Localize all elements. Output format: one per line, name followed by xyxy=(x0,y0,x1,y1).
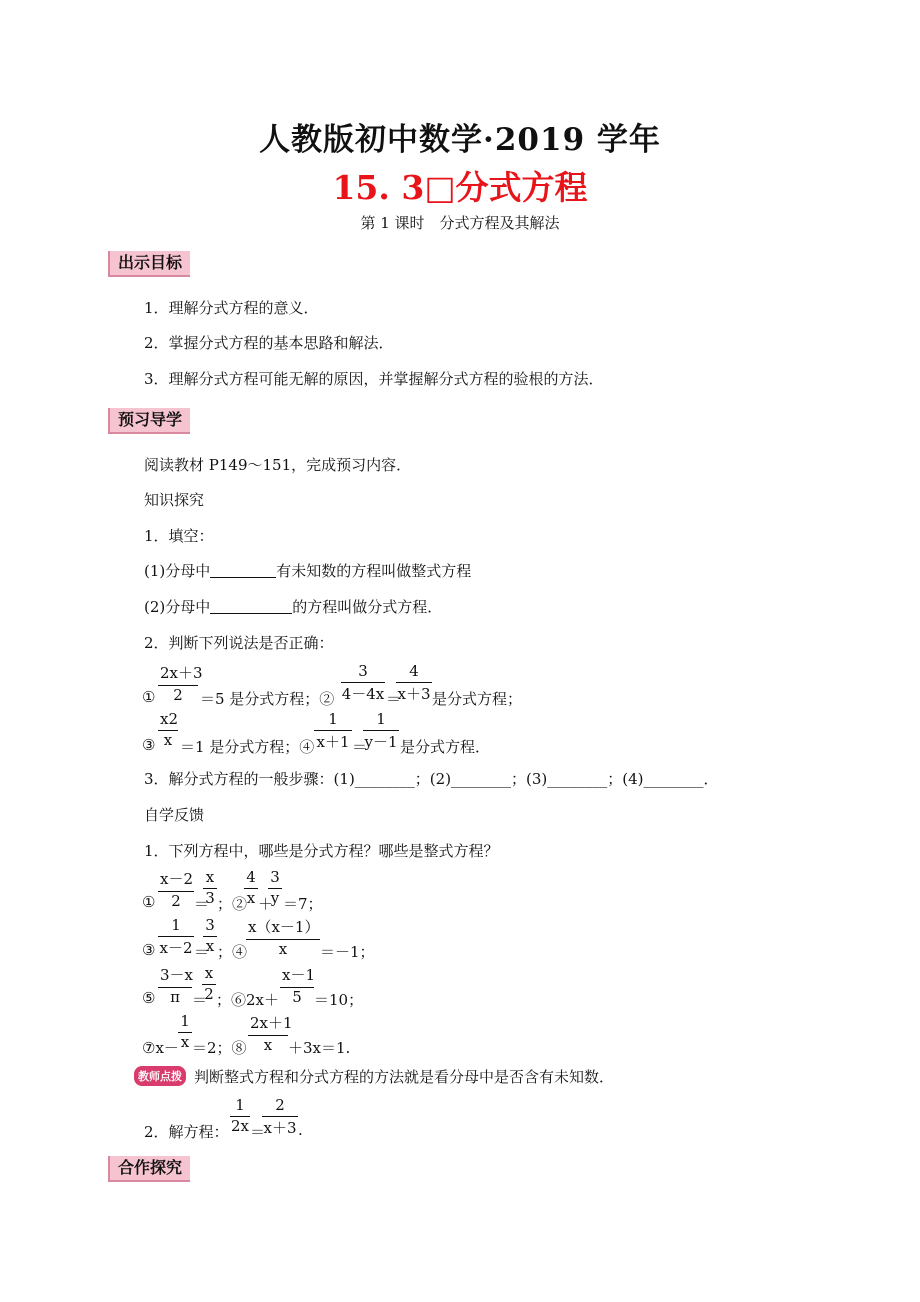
q2-text: ＝1 是分式方程；④ xyxy=(180,738,315,756)
q2-text: ＝5 是分式方程；② xyxy=(200,690,335,708)
question-3: 3．解分式方程的一般步骤：(1)________；(2)________；(3)________；(4)________． xyxy=(144,770,719,788)
q2-text: 是分式方程． xyxy=(400,738,491,756)
fraction xyxy=(268,868,282,907)
fraction-numerator: x2 xyxy=(158,710,178,731)
section-cooperate-label: 合作探究 xyxy=(108,1156,190,1182)
question-1-2-suffix: 的方程叫做分式方程． xyxy=(292,598,443,616)
fraction-denominator: 2 xyxy=(204,985,214,1003)
fraction xyxy=(158,868,194,910)
q2-mark-3: ③ xyxy=(142,736,156,754)
fraction xyxy=(246,916,320,958)
question-1-1 xyxy=(144,560,471,581)
f1-equals: ＝ xyxy=(192,991,208,1009)
q2-text: 是分式方程； xyxy=(432,690,523,708)
fraction-denominator: x xyxy=(246,889,256,907)
feedback-heading: 自学反馈 xyxy=(144,806,205,824)
f2-period: . xyxy=(298,1121,303,1139)
fraction-numerator: 1 xyxy=(314,710,352,731)
goal-item: 2．掌握分式方程的基本思路和解法． xyxy=(144,334,394,352)
fraction-numerator: 1 xyxy=(178,1012,192,1033)
document-title: 人教版初中数学·2019 学年 xyxy=(259,122,661,158)
fraction-denominator: x xyxy=(163,731,173,749)
q2-mark-1: ① xyxy=(142,688,156,706)
f1-mark: ⑤ xyxy=(142,989,156,1007)
fraction-numerator: 4 xyxy=(244,868,258,889)
fraction-denominator: x＋3 xyxy=(397,685,431,703)
preview-read: 阅读教材 P149～151，完成预习内容． xyxy=(144,456,412,474)
fraction-numerator: 1 xyxy=(158,916,194,937)
q2-equals: ＝ xyxy=(386,690,402,708)
fraction xyxy=(230,1096,250,1135)
f1-text: ＝10； xyxy=(314,991,364,1009)
chapter-title: 15. 3□分式方程 xyxy=(332,168,588,207)
fraction-numerator: 2 xyxy=(262,1096,298,1117)
fraction xyxy=(314,710,352,752)
fraction-denominator: 5 xyxy=(292,988,302,1006)
f1-mark: ⑦x－ xyxy=(142,1039,179,1057)
f1-text: ＝2；⑧ xyxy=(192,1039,247,1057)
fraction-denominator: y－1 xyxy=(364,733,398,751)
fraction-numerator: x－1 xyxy=(280,964,314,988)
answer-blank[interactable] xyxy=(210,563,276,578)
fraction xyxy=(203,916,217,955)
fraction xyxy=(158,964,192,1006)
fraction-numerator: 3－x xyxy=(158,964,192,988)
fraction-denominator: 2x xyxy=(230,1117,249,1135)
f1-text: ＝－1； xyxy=(320,943,375,961)
lesson-subtitle: 第 1 课时 分式方程及其解法 xyxy=(360,214,560,232)
fraction-numerator: 3 xyxy=(341,662,385,683)
fraction-numerator: 1 xyxy=(230,1096,250,1117)
answer-blank[interactable] xyxy=(210,599,292,614)
f1-text: ；④ xyxy=(217,943,248,961)
fraction-denominator: π xyxy=(170,988,180,1006)
fraction xyxy=(244,868,258,907)
explore-heading: 知识探究 xyxy=(144,491,205,509)
goal-item: 3．理解分式方程可能无解的原因，并掌握解分式方程的验根的方法． xyxy=(144,370,604,388)
feedback-question-1: 1．下列方程中，哪些是分式方程？哪些是整式方程？ xyxy=(144,842,499,860)
fraction xyxy=(203,868,217,907)
fraction-numerator: 3 xyxy=(268,868,282,889)
section-preview-label: 预习导学 xyxy=(108,408,190,434)
f1-mark: ① xyxy=(142,893,156,911)
fraction-denominator: 2 xyxy=(173,686,183,704)
fraction xyxy=(202,964,216,1003)
f1-plus: ＋ xyxy=(258,895,274,913)
question-1-1-prefix: (1)分母中 xyxy=(144,562,211,580)
teacher-tip-text: 判断整式方程和分式方程的方法就是看分母中是否含有未知数． xyxy=(194,1068,615,1086)
fraction-numerator: 3 xyxy=(203,916,217,937)
fraction-denominator: 3 xyxy=(205,889,215,907)
q2-equals: ＝ xyxy=(352,738,368,756)
fraction-denominator: x－2 xyxy=(159,939,193,957)
fraction xyxy=(158,916,194,958)
fraction-denominator: y xyxy=(270,889,280,907)
fraction-denominator: x＋1 xyxy=(316,733,350,751)
fraction-denominator: x xyxy=(263,1036,273,1054)
fraction-denominator: 4－4x xyxy=(341,685,385,703)
fraction-numerator: x（x－1） xyxy=(246,916,320,940)
fraction xyxy=(363,710,399,752)
f1-equals: ＝ xyxy=(194,943,210,961)
f1-mark: ③ xyxy=(142,941,156,959)
section-goals-label: 出示目标 xyxy=(108,251,190,277)
question-1: 1．填空： xyxy=(144,527,214,545)
fraction xyxy=(248,1012,293,1054)
question-1-2 xyxy=(144,596,442,617)
fraction xyxy=(158,710,178,749)
question-1-2-prefix: (2)分母中 xyxy=(144,598,211,616)
fraction xyxy=(341,662,385,704)
fraction xyxy=(396,662,432,704)
goal-item: 1．理解分式方程的意义． xyxy=(144,299,319,317)
teacher-tip-badge: 教师点拨 xyxy=(134,1066,186,1086)
fraction-denominator: x＋3 xyxy=(263,1119,297,1137)
fraction-denominator: x xyxy=(278,940,288,958)
fraction-denominator: x xyxy=(205,937,215,955)
f1-text: ；⑥2x＋ xyxy=(216,991,280,1009)
fraction-numerator: 2x＋3 xyxy=(158,662,198,686)
question-2: 2．判断下列说法是否正确： xyxy=(144,634,334,652)
f1-text: ；② xyxy=(217,895,248,913)
fraction-denominator: 2 xyxy=(171,892,181,910)
fraction xyxy=(158,662,203,704)
fraction-numerator: 4 xyxy=(396,662,432,683)
feedback-question-2: 2．解方程： xyxy=(144,1123,229,1141)
f1-text: ＋3x＝1. xyxy=(288,1039,351,1057)
teacher-tip xyxy=(134,1066,614,1087)
fraction-numerator: 2x＋1 xyxy=(248,1012,288,1036)
f1-text: ＝7； xyxy=(283,895,323,913)
fraction xyxy=(178,1012,192,1051)
fraction-denominator: x xyxy=(180,1033,190,1051)
fraction xyxy=(262,1096,298,1138)
fraction xyxy=(280,964,314,1006)
fraction-numerator: x xyxy=(203,868,217,889)
f2-equals: ＝ xyxy=(250,1123,266,1141)
fraction-numerator: 1 xyxy=(363,710,399,731)
fraction-numerator: x－2 xyxy=(158,868,194,892)
question-1-1-suffix: 有未知数的方程叫做整式方程 xyxy=(276,562,472,580)
fraction-numerator: x xyxy=(202,964,216,985)
f1-equals: ＝ xyxy=(194,895,210,913)
